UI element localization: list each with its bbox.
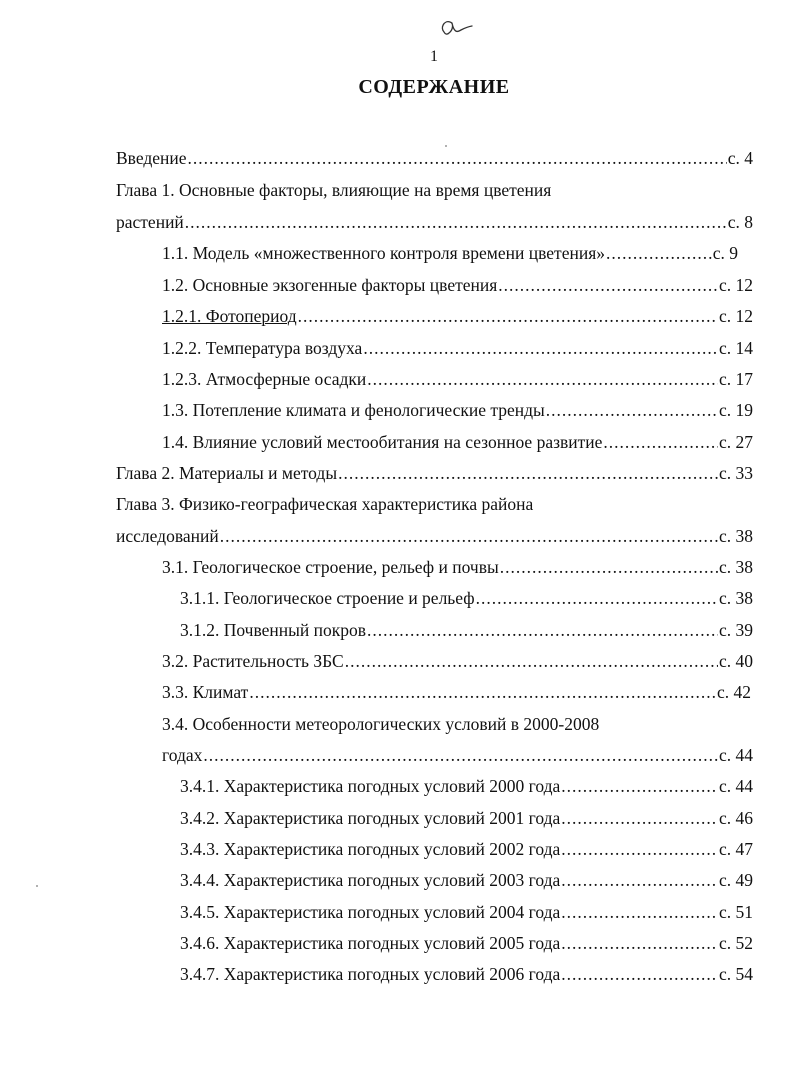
toc-entry-title: Глава 3. Физико-географическая характеристика района [116, 494, 534, 514]
toc-entry-page: с. 38 [718, 557, 753, 577]
toc-entry-chapter-2[interactable] [116, 463, 753, 483]
toc-entry-page: с. 46 [718, 808, 753, 828]
dot-leader [249, 682, 716, 702]
toc-entry-1-2-1[interactable] [162, 306, 753, 326]
dot-leader [606, 243, 712, 263]
toc-entry-title: 1.2.1. Фотопериод [162, 306, 297, 326]
toc-entry-page: с. 27 [718, 432, 753, 452]
dot-leader [603, 432, 718, 452]
dot-leader [345, 651, 718, 671]
toc-entry-3-4-6[interactable] [180, 933, 753, 953]
toc-entry-1-4[interactable] [162, 432, 753, 452]
toc-entry-3-3[interactable] [162, 682, 751, 702]
toc-entry-page: с. 44 [718, 745, 753, 765]
page-title: СОДЕРЖАНИЕ [358, 76, 510, 98]
toc-entry-1-3[interactable] [162, 400, 753, 420]
toc-entry-title: 3.1. Геологическое строение, рельеф и почвы [162, 557, 499, 577]
toc-entry-title: 1.2.3. Атмосферные осадки [162, 369, 367, 389]
toc-entry-3-4-2[interactable] [180, 808, 753, 828]
toc-entry-3-4-5[interactable] [180, 902, 753, 922]
toc-entry-title: 1.2.2. Температура воздуха [162, 338, 363, 358]
toc-entry-title: 3.4.2. Характеристика погодных условий 2001 года [180, 808, 561, 828]
toc-entry-page: с. 12 [718, 306, 753, 326]
toc-entry-title: 1.3. Потепление климата и фенологические тренды [162, 400, 545, 420]
dot-leader [500, 557, 718, 577]
toc-entry-3-1-2[interactable] [180, 620, 753, 640]
toc-entry-1-2-3[interactable] [162, 369, 753, 389]
toc-entry-title: Глава 1. Основные факторы, влияющие на время цветения [116, 180, 552, 200]
toc-entry-title: 3.4.7. Характеристика погодных условий 2006 года [180, 964, 561, 984]
toc-entry-page: с. 38 [718, 588, 753, 608]
toc-entry-title: 3.4.1. Характеристика погодных условий 2000 года [180, 776, 561, 796]
dot-leader [363, 338, 718, 358]
dot-leader [188, 148, 727, 168]
toc-entry-title: 3.1.2. Почвенный покров [180, 620, 367, 640]
dot-leader [476, 588, 718, 608]
toc-entry-page: с. 14 [718, 338, 753, 358]
toc-entry-1-2[interactable] [162, 275, 753, 295]
toc-entry-introduction[interactable] [116, 148, 753, 168]
toc-entry-3-4-cont[interactable] [162, 745, 753, 765]
dot-leader [203, 745, 718, 765]
toc-entry-title: Введение [116, 148, 187, 168]
dot-leader [185, 212, 727, 232]
dot-leader [298, 306, 718, 326]
toc-entry-page: с. 19 [718, 400, 753, 420]
page-number: 1 [430, 48, 438, 65]
toc-entry-title: растений [116, 212, 184, 232]
toc-entry-title: Глава 2. Материалы и методы [116, 463, 338, 483]
toc-entry-page: с. 9 [712, 243, 738, 263]
toc-entry-title: 1.4. Влияние условий местообитания на сезонное развитие [162, 432, 603, 452]
toc-entry-1-2-2[interactable] [162, 338, 753, 358]
toc-entry-title: 3.4. Особенности метеорологических условий в 2000-2008 [162, 714, 600, 734]
toc-entry-1-1[interactable] [162, 243, 738, 263]
toc-entry-title: 3.1.1. Геологическое строение и рельеф [180, 588, 475, 608]
dot-leader [561, 839, 718, 859]
toc-entry-page: с. 33 [718, 463, 753, 483]
dot-leader [561, 902, 718, 922]
toc-entry-page: с. 44 [718, 776, 753, 796]
dot-leader [220, 526, 718, 546]
dot-leader [561, 776, 718, 796]
toc-entry-3-4[interactable] [162, 714, 753, 734]
toc-entry-3-4-7[interactable] [180, 964, 753, 984]
dot-leader [498, 275, 718, 295]
dot-leader [367, 620, 718, 640]
toc-entry-page: с. 39 [718, 620, 753, 640]
toc-entry-3-4-4[interactable] [180, 870, 753, 890]
toc-entry-page: с. 49 [718, 870, 753, 890]
toc-entry-page: с. 42 [716, 682, 751, 702]
toc-entry-title: 1.1. Модель «множественного контроля времени цветения» [162, 243, 605, 263]
dot-leader [367, 369, 718, 389]
toc-entry-page: с. 12 [718, 275, 753, 295]
dot-leader [561, 870, 718, 890]
toc-entry-title: 3.4.3. Характеристика погодных условий 2002 года [180, 839, 561, 859]
toc-entry-title: исследований [116, 526, 219, 546]
toc-entry-page: с. 47 [718, 839, 753, 859]
toc-entry-chapter-1-cont[interactable] [116, 212, 753, 232]
dot-leader [546, 400, 718, 420]
toc-entry-3-1-1[interactable] [180, 588, 753, 608]
toc-entry-page: с. 52 [718, 933, 753, 953]
toc-entry-page: с. 51 [718, 902, 753, 922]
dot-leader [561, 964, 718, 984]
toc-entry-page: с. 54 [718, 964, 753, 984]
toc-entry-title: годах [162, 745, 203, 765]
toc-entry-title: 1.2. Основные экзогенные факторы цветения [162, 275, 498, 295]
toc-entry-page: с. 38 [718, 526, 753, 546]
toc-entry-title: 3.4.6. Характеристика погодных условий 2005 года [180, 933, 561, 953]
toc-entry-page: с. 40 [718, 651, 753, 671]
toc-entry-chapter-1[interactable] [116, 180, 753, 200]
toc-entry-page: с. 8 [727, 212, 753, 232]
toc-entry-page: с. 4 [727, 148, 753, 168]
toc-entry-title: 3.4.4. Характеристика погодных условий 2003 года [180, 870, 561, 890]
toc-entry-page: с. 17 [718, 369, 753, 389]
dot-leader [561, 933, 718, 953]
toc-entry-chapter-3-cont[interactable] [116, 526, 753, 546]
toc-entry-3-1[interactable] [162, 557, 753, 577]
toc-entry-chapter-3[interactable] [116, 494, 753, 514]
toc-entry-title: 3.4.5. Характеристика погодных условий 2004 года [180, 902, 561, 922]
toc-entry-title: 3.2. Растительность ЗБС [162, 651, 344, 671]
toc-entry-3-2[interactable] [162, 651, 753, 671]
dot-leader [338, 463, 718, 483]
toc-entry-3-4-1[interactable] [180, 776, 753, 796]
dot-leader [561, 808, 718, 828]
toc-entry-3-4-3[interactable] [180, 839, 753, 859]
toc-entry-title: 3.3. Климат [162, 682, 249, 702]
